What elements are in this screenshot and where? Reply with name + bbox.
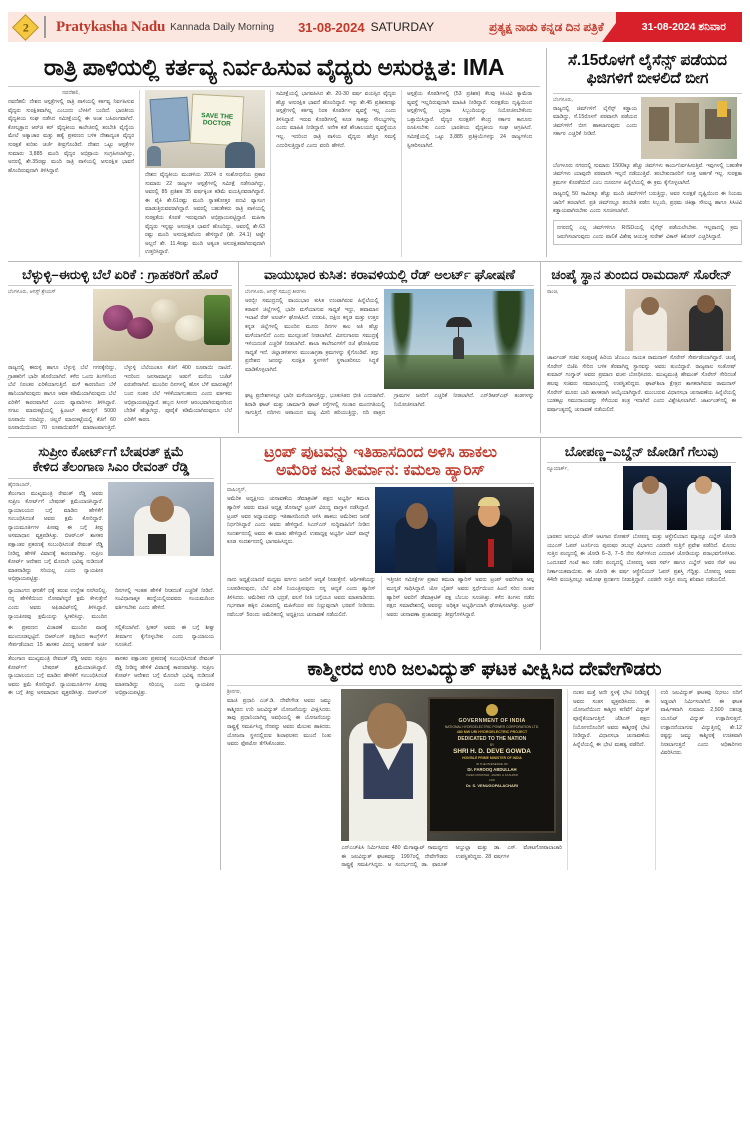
plaque-line-12: Dr. S. VENUGOPALACHARI: [466, 783, 518, 789]
gowda-headline: ಕಾಶ್ಮೀರದ ಉರಿ ಜಲವಿದ್ಯುತ್ ಘಟಕ ವೀಕ್ಷಿಸಿದ ದೇವೇಗೌಡರು: [307, 658, 662, 680]
weather-text-1: ಅರಬ್ಬೀ ಸಮುದ್ರದಲ್ಲಿ ವಾಯುಭಾರ ಕುಸಿತ ಉಂಟಾಗಿರುವ ಹಿನ್ನೆಲೆಯಲ್ಲಿ ಕರಾವಳಿ ಜಿಲ್ಲೆಗಳಲ್ಲಿ ಭಾರೀ ಮಳೆಯಾಗುವ ಸಾಧ್ಯತೆ ಇದ್ದು, ಹವಾಮಾನ ಇಲಾಖೆ ರೆಡ್ ಅಲರ್ಟ್ ಘೋಷಿಸಿದೆ. ಉಡುಪಿ, ದಕ್ಷಿಣ ಕನ್ನಡ ಮತ್ತು ಉತ್ತರ ಕನ್ನಡ ಜಿಲ್ಲೆಗಳಲ್ಲಿ ಮುಂದಿನ ಮೂರು ದಿನಗಳ ಕಾಲ ಅತಿ ಹೆಚ್ಚು ಮಳೆಯಾಗಲಿದೆ ಎಂದು ಮುನ್ಸೂಚನೆ ನೀಡಲಾಗಿದೆ. ಮೀನುಗಾರರು ಸಮುದ್ರಕ್ಕೆ ಇಳಿಯದಂತೆ ಎಚ್ಚರಿಕೆ ನೀಡಲಾಗಿದೆ. ಶಾಲಾ ಕಾಲೇಜುಗಳಿಗೆ ರಜೆ ಘೋಷಿಸುವ ಸಾಧ್ಯತೆ ಇದೆ. ಜಿಲ್ಲಾಡಳಿತಗಳು ಮುಂಜಾಗ್ರತಾ ಕ್ರಮಗಳನ್ನು ಕೈಗೊಂಡಿವೆ. ತಗ್ಗು ಪ್ರದೇಶದ ಜನರನ್ನು ಸುರಕ್ಷಿತ ಸ್ಥಳಗಳಿಗೆ ಸ್ಥಳಾಂತರಿಸಲು ಸಿದ್ಧತೆ ಮಾಡಿಕೊಳ್ಳಲಾಗಿದೆ.: [245, 298, 379, 373]
gowda-col3-text: ನಂತರ ಮತ್ತೆ ಅದೇ ಸ್ಥಳಕ್ಕೆ ಭೇಟಿ ನೀಡಿದ್ದಕ್ಕೆ ಅವರು ಸಂತಸ ವ್ಯಕ್ತಪಡಿಸಿದರು. ಈ ಯೋಜನೆಯಿಂದ ಕಾಶ್ಮೀರ ಕಣಿವೆಗೆ ವಿದ್ಯುತ್ ಪೂರೈಕೆಯಾಗುತ್ತಿದೆ. ಜೆಡಿಎಸ್ ಪಕ್ಷದ ನಿಯೋಗದೊಂದಿಗೆ ಅವರು ಕಾಶ್ಮೀರಕ್ಕೆ ಭೇಟಿ ನೀಡಿದ್ದಾರೆ. ವಿಧಾನಸಭಾ ಚುನಾವಣೆಯ ಹಿನ್ನೆಲೆಯಲ್ಲಿ ಈ ಭೇಟಿ ಮಹತ್ವ ಪಡೆದಿದೆ.: [572, 690, 650, 748]
newspaper-page: [0, 12, 750, 1148]
onion-story: [8, 262, 238, 433]
kamala-headline-line1: ಟ್ರಂಪ್ ಪುಟವನ್ನು ಇತಿಹಾಸದಿಂದ ಅಳಿಸಿ ಹಾಕಲು: [264, 443, 497, 461]
supreme-photo-col: [108, 482, 214, 584]
supreme-continuation-text: ತೆಲಂಗಾಣ ಮುಖ್ಯಮಂತ್ರಿ ರೇವಂತ್ ರೆಡ್ಡಿ ಅವರು ಸುಪ್ರೀಂ ಕೋರ್ಟ್‌ಗೆ ಬೇಷರತ್ ಕ್ಷಮೆಯಾಚಿಸಿದ್ದಾರೆ. ನ್ಯಾಯಾಲಯದ ಬಗ್ಗೆ ಮಾಡಿದ ಹೇಳಿಕೆಗೆ ಸಂಬಂಧಿಸಿದಂತೆ ಅವರು ಕ್ಷಮೆ ಕೋರಿದ್ದಾರೆ. ನ್ಯಾಯಮೂರ್ತಿಗಳ ಪೀಠವು ಈ ಬಗ್ಗೆ ತೀವ್ರ ಅಸಮಾಧಾನ ವ್ಯಕ್ತಪಡಿಸಿತ್ತು. ಬಿಆರ್‌ಎಸ್ ಶಾಸಕರ ಪಕ್ಷಾಂತರ ಪ್ರಕರಣಕ್ಕೆ ಸಂಬಂಧಿಸಿದಂತೆ ರೇವಂತ್ ರೆಡ್ಡಿ ನೀಡಿದ್ದ ಹೇಳಿಕೆ ವಿವಾದಕ್ಕೆ ಕಾರಣವಾಗಿತ್ತು. ಸುಪ್ರೀಂ ಕೋರ್ಟ್ ಆದೇಶದ ಬಗ್ಗೆ ಮೊದಲೇ ಭವಿಷ್ಯ ನುಡಿದಂತೆ ಮಾತನಾಡಿದ್ದು ಸರಿಯಲ್ಲ ಎಂದು ನ್ಯಾಯಪೀಠ ಅಭಿಪ್ರಾಯಪಟ್ಟಿತ್ತು.: [8, 655, 214, 697]
gowda-col-1: [227, 689, 336, 870]
weather-photo-col: [384, 289, 534, 389]
third-block: [8, 438, 742, 655]
gym-photo: [641, 97, 737, 159]
onion-text: ರಾಜ್ಯದಲ್ಲಿ ಈರುಳ್ಳಿ ಹಾಗೂ ಬೆಳ್ಳುಳ್ಳಿ ಬೆಲೆ ಗಗನಕ್ಕೇರಿದ್ದು, ಗ್ರಾಹಕರಿಗೆ ಭಾರೀ ಹೊರೆಯಾಗಿದೆ. ಕಳೆದ ಒಂದು ತಿಂಗಳಿನಿಂದ ಬೆಲೆ ನಿರಂತರ ಏರಿಕೆಯಾಗುತ್ತಿದೆ. ಮಳೆ ಕಾರಣದಿಂದ ಬೆಳೆ ಹಾನಿಯಾಗಿರುವುದು ಹಾಗೂ ಆವಕ ಕಡಿಮೆಯಾಗಿರುವುದು ಬೆಲೆ ಏರಿಕೆಗೆ ಕಾರಣವಾಗಿದೆ ಎಂದು ವ್ಯಾಪಾರಿಗಳು ತಿಳಿಸಿದ್ದಾರೆ. ಸಗಟು ಮಾರುಕಟ್ಟೆಯಲ್ಲಿ ಕ್ವಿಂಟಲ್ ಈರುಳ್ಳಿಗೆ 5000 ರೂಪಾಯಿ ದರವಿದ್ದು, ಚಿಲ್ಲರೆ ಮಾರುಕಟ್ಟೆಯಲ್ಲಿ ಕೆಜಿಗೆ 60 ರೂಪಾಯಿಯಿಂದ 70 ರೂಪಾಯಿವರೆಗೆ ಮಾರಾಟವಾಗುತ್ತಿದೆ. ಬೆಳ್ಳುಳ್ಳಿ ಬೆಲೆಯಂತೂ ಕೆಜಿಗೆ 400 ರೂಪಾಯಿ ದಾಟಿದೆ. ಇದರಿಂದ ಜನಸಾಮಾನ್ಯರ ಅಡುಗೆ ಮನೆಯ ಬಜೆಟ್ ಏರುಪೇರಾಗಿದೆ. ಮುಂದಿನ ದಿನಗಳಲ್ಲಿ ಹೊಸ ಬೆಳೆ ಮಾರುಕಟ್ಟೆಗೆ ಬಂದ ನಂತರ ಬೆಲೆ ಇಳಿಕೆಯಾಗಬಹುದು ಎಂದು ವರ್ತಕರು ಅಭಿಪ್ರಾಯಪಟ್ಟಿದ್ದಾರೆ. ಹಬ್ಬದ ಸೀಸನ್ ಆರಂಭವಾಗಿರುವುದರಿಂದ ಬೇಡಿಕೆ ಹೆಚ್ಚಾಗಿದ್ದು, ಪೂರೈಕೆ ಕಡಿಮೆಯಾಗಿರುವುದೂ ಬೆಲೆ ಏರಿಕೆಗೆ ಕಾರಣ.: [8, 365, 232, 432]
kamala-divider: [227, 483, 534, 484]
plaque-line-4: DEDICATED TO THE NATION: [457, 736, 527, 743]
palm-tree-1: [390, 293, 414, 373]
second-block: [8, 262, 742, 438]
masthead-date: 31-08-2024: [298, 19, 365, 35]
tennis-headline: ಬೋಪಣ್ಣ–ಎಬ್ಡೆನ್ ಜೋಡಿಗೆ ಗೆಲುವು: [564, 443, 719, 459]
plaque-line-2: NATIONAL HYDROELECTRIC POWER CORPORATION LTD.: [444, 725, 540, 730]
weather-byline: ಬೆಂಗಳೂರು, ಆಗಸ್ಟ್ ಸಮುದ್ರ ತೀರಗಳು: [245, 289, 307, 296]
microphone-icon: [148, 534, 166, 554]
reddy-face: [150, 496, 174, 522]
lead-story: [8, 48, 546, 257]
supreme-byline: ಹೈದರಾಬಾದ್,: [8, 481, 32, 488]
soren-top-row: [547, 289, 736, 351]
doctor-protest-photo: [145, 90, 265, 168]
weather-text-2: ಘಟ್ಟ ಪ್ರದೇಶಗಳಲ್ಲೂ ಭಾರೀ ಮಳೆಯಾಗುತ್ತಿದ್ದು, ಭೂಕುಸಿತದ ಭೀತಿ ಎದುರಾಗಿದೆ. ಶಿರಾಡಿ ಘಾಟ್ ಮತ್ತು ಚಾರ್ಮಾಡಿ ಘಾಟ್ ರಸ್ತೆಗಳಲ್ಲಿ ಸಂಚಾರ ಮಂದಗತಿಯಲ್ಲಿ ಸಾಗುತ್ತಿದೆ. ನದಿಗಳು ಅಪಾಯದ ಮಟ್ಟ ಮೀರಿ ಹರಿಯುತ್ತಿದ್ದು, ನದಿ ಪಾತ್ರದ ಗ್ರಾಮಗಳ ಜನರಿಗೆ ಎಚ್ಚರಿಕೆ ನೀಡಲಾಗಿದೆ. ಎನ್‌ಡಿಆರ್‌ಎಫ್ ತಂಡಗಳನ್ನು ನಿಯೋಜಿಸಲಾಗಿದೆ.: [245, 393, 534, 417]
supreme-text-3: ಈ ಪ್ರಕರಣದ ವಿಚಾರಣೆ ಮುಂದಿನ ವಾರಕ್ಕೆ ಮುಂದೂಡಲ್ಪಟ್ಟಿದೆ. ಬಿಆರ್‌ಎಸ್ ಪಕ್ಷದಿಂದ ಕಾಂಗ್ರೆಸ್‌ಗೆ ಸೇರ್ಪಡೆಯಾದ 15 ಶಾಸಕರ ವಿರುದ್ಧ ಅನರ್ಹತೆ ಅರ್ಜಿ ಸಲ್ಲಿಕೆಯಾಗಿದೆ. ಸ್ಪೀಕರ್ ಅವರು ಈ ಬಗ್ಗೆ ಶೀಘ್ರ ತೀರ್ಮಾನ ಕೈಗೊಳ್ಳಬೇಕು ಎಂದು ನ್ಯಾಯಾಲಯ ಸೂಚಿಸಿದೆ.: [8, 625, 214, 649]
gowda-byline: ಶ್ರೀನಗರ,: [227, 689, 241, 696]
supreme-headline-line1: ಸುಪ್ರೀಂ ಕೋರ್ಟ್‌ಗೆ ಬೇಷರತ್ ಕ್ಷಮೆ: [38, 443, 184, 459]
greens-bunch: [204, 295, 230, 345]
soren-headline: ಚಂಪೈ ಸ್ಥಾನ ತುಂಬಿದ ರಾಮದಾಸ್ ಸೊರೇನ್: [551, 266, 732, 282]
rail-byline: ಬೆಂಗಳೂರು,: [553, 96, 574, 103]
lead-col-2: [139, 90, 270, 257]
soren-story: [540, 262, 736, 433]
paper-subtitle: Kannada Daily Morning: [170, 21, 275, 33]
kamala-col1: ಅಮೆರಿಕ ಅಧ್ಯಕ್ಷೀಯ ಚುನಾವಣೆಯ ಡೆಮಾಕ್ರಟಿಕ್ ಪಕ್ಷದ ಅಭ್ಯರ್ಥಿ ಕಮಲಾ ಹ್ಯಾರಿಸ್ ಅವರು ಮಾಜಿ ಅಧ್ಯಕ್ಷ ಡೊನಾಲ್ಡ್ ಟ್ರಂಪ್ ವಿರುದ್ಧ ವಾಗ್ದಾಳಿ ನಡೆಸಿದ್ದಾರೆ. ಟ್ರಂಪ್ ಅವರ ಅಧ್ಯಾಯವನ್ನು ಇತಿಹಾಸದಿಂದಲೇ ಅಳಿಸಿ ಹಾಕಲು ಅಮೆರಿಕದ ಜನತೆ ನಿರ್ಧರಿಸಿದ್ದಾರೆ ಎಂದು ಅವರು ಹೇಳಿದ್ದಾರೆ. ಸಿಎನ್‌ಎನ್ ಸುದ್ದಿವಾಹಿನಿಗೆ ನೀಡಿದ ಸಂದರ್ಶನದಲ್ಲಿ ಅವರು ಈ ಮಾತು ಹೇಳಿದ್ದಾರೆ. ಉಪಾಧ್ಯಕ್ಷ ಅಭ್ಯರ್ಥಿ ಟಿಮ್ ವಾಲ್ಜ್ ಕೂಡ ಸಂದರ್ಶನದಲ್ಲಿ ಭಾಗವಹಿಸಿದ್ದರು.: [227, 496, 370, 546]
rail-headline: ಸೆ.15ರೊಳಗೆ ಲೈಸೆನ್ಸ್ ಪಡೆಯದ ಫಿಜಿಗಳಿಗೆ ಬೀಳಲಿದೆ ಬೀಗ: [568, 52, 727, 88]
masthead-flag-text: 31-08-2024 ಶನಿವಾರ: [641, 20, 726, 33]
pedestrian-figure: [453, 337, 464, 359]
rail-text-2: ಬೆಂಗಳೂರು ನಗರದಲ್ಲಿ ಸುಮಾರು 1500ಕ್ಕೂ ಹೆಚ್ಚು ಜಿಮ್‌ಗಳು ಕಾರ್ಯನಿರ್ವಹಿಸುತ್ತಿವೆ. ಇವುಗಳಲ್ಲಿ ಬಹುತೇಕ ಜಿಮ್‌ಗಳು ಯಾವುದೇ ಪರವಾನಗಿ ಇಲ್ಲದೆ ನಡೆಯುತ್ತಿವೆ. ತರಬೇತುದಾರರಿಗೆ ಸೂಕ್ತ ಅರ್ಹತೆ ಇಲ್ಲ. ಸುರಕ್ಷತಾ ಕ್ರಮಗಳ ಕೊರತೆಯಿದೆ ಎಂಬ ದೂರುಗಳ ಹಿನ್ನೆಲೆಯಲ್ಲಿ ಈ ಕ್ರಮ ಕೈಗೊಳ್ಳಲಾಗಿದೆ.: [553, 162, 742, 186]
gowda-columns: [227, 689, 742, 870]
kamala-col3: ಇತ್ತೀಚಿನ ಸಮೀಕ್ಷೆಗಳ ಪ್ರಕಾರ ಕಮಲಾ ಹ್ಯಾರಿಸ್ ಅವರು ಟ್ರಂಪ್ ಅವರಿಗಿಂತ ಅಲ್ಪ ಮುನ್ನಡೆ ಸಾಧಿಸಿದ್ದಾರೆ. ಜೋ ಬೈಡನ್ ಅವರು ಸ್ಪರ್ಧೆಯಿಂದ ಹಿಂದೆ ಸರಿದ ನಂತರ ಹ್ಯಾರಿಸ್ ಅವರಿಗೆ ಡೆಮಾಕ್ರಟಿಕ್ ಪಕ್ಷ ಬೆಂಬಲ ಸೂಚಿಸಿತ್ತು. ಕಳೆದ ತಿಂಗಳು ನಡೆದ ಪಕ್ಷದ ಸಮಾವೇಶದಲ್ಲಿ ಅವರನ್ನು ಅಧಿಕೃತ ಅಭ್ಯರ್ಥಿಯಾಗಿ ಘೋಷಿಸಲಾಗಿತ್ತು. ಟ್ರಂಪ್ ಅವರು ಚುನಾವಣಾ ಪ್ರಚಾರವನ್ನು ತೀವ್ರಗೊಳಿಸಿದ್ದಾರೆ.: [386, 577, 534, 618]
supreme-continuation: [8, 655, 220, 870]
diamond-icon: [12, 14, 39, 41]
kamala-col2-wrap: [227, 576, 381, 619]
masthead-day: SATURDAY: [370, 20, 435, 34]
masthead-divider: [44, 16, 46, 38]
soren-byline: ರಾಂಚಿ,: [547, 289, 559, 296]
tennis-text: ಭಾರತದ ಅನುಭವಿ ಟೆನಿಸ್ ಆಟಗಾರ ರೋಹನ್ ಬೋಪಣ್ಣ ಮತ್ತು ಆಸ್ಟ್ರೇಲಿಯಾದ ಮ್ಯಾಥ್ಯೂ ಎಬ್ಡೆನ್ ಜೋಡಿ ಯುಎಸ್ ಓಪನ್ ಟೂರ್ನಿಯ ಪುರುಷರ ಡಬಲ್ಸ್ ವಿಭಾಗದ ಎರಡನೇ ಸುತ್ತಿಗೆ ಪ್ರವೇಶ ಪಡೆದಿದೆ. ಮೊದಲ ಸುತ್ತಿನ ಪಂದ್ಯದಲ್ಲಿ ಈ ಜೋಡಿ 6–3, 7–5 ನೇರ ಸೆಟ್‌ಗಳಿಂದ ಎದುರಾಳಿ ಜೋಡಿಯನ್ನು ಪರಾಭವಗೊಳಿಸಿತು. ಒಂದೂವರೆ ಗಂಟೆ ಕಾಲ ನಡೆದ ಪಂದ್ಯದಲ್ಲಿ ಬೋಪಣ್ಣ ಅವರ ಸರ್ವ್ ಹಾಗೂ ಎಬ್ಡೆನ್ ಅವರ ನೆಟ್ ಆಟ ನಿರ್ಣಾಯಕವಾಯಿತು. ಈ ಜೋಡಿ ಈ ವರ್ಷ ಆಸ್ಟ್ರೇಲಿಯನ್ ಓಪನ್ ಪ್ರಶಸ್ತಿ ಗೆದ್ದಿತ್ತು. ಬೋಪಣ್ಣ ಅವರು 44ನೇ ವಯಸ್ಸಿನಲ್ಲೂ ಅಮೋಘ ಪ್ರದರ್ಶನ ನೀಡುತ್ತಿದ್ದಾರೆ. ಎರಡನೇ ಸುತ್ತಿನ ಪಂದ್ಯ ಶನಿವಾರ ನಡೆಯಲಿದೆ.: [547, 534, 736, 584]
lead-headline: ರಾತ್ರಿ ಪಾಳಿಯಲ್ಲಿ ಕರ್ತವ್ಯ ನಿರ್ವಹಿಸುವ ವೈದ್ಯರು ಅಸುರಕ್ಷಿತ: IMA: [43, 54, 505, 80]
kamala-top-row: [227, 487, 534, 573]
paper-title: Pratykasha Nadu: [56, 18, 166, 35]
kamala-text-col: [227, 487, 375, 573]
plaque-line-8: IN THE PRESENCE OF: [475, 762, 509, 767]
plaque-line-10: CHIEF MINISTER, JAMMU & KASHMIR: [466, 773, 518, 778]
soren-photo: [625, 289, 731, 351]
rail-photo-col: [641, 97, 737, 159]
tennis-byline: ನ್ಯೂಯಾರ್ಕ್,: [547, 466, 569, 473]
plaque-line-1: GOVERNMENT OF INDIA: [458, 718, 526, 725]
rail-top-row: [553, 97, 742, 159]
placard-text: SAVE THE DOCTOR: [201, 112, 234, 128]
kamala-col3-wrap: [381, 576, 535, 619]
supreme-text-1: ತೆಲಂಗಾಣ ಮುಖ್ಯಮಂತ್ರಿ ರೇವಂತ್ ರೆಡ್ಡಿ ಅವರು ಸುಪ್ರೀಂ ಕೋರ್ಟ್‌ಗೆ ಬೇಷರತ್ ಕ್ಷಮೆಯಾಚಿಸಿದ್ದಾರೆ. ನ್ಯಾಯಾಲಯದ ಬಗ್ಗೆ ಮಾಡಿದ ಹೇಳಿಕೆಗೆ ಸಂಬಂಧಿಸಿದಂತೆ ಅವರು ಕ್ಷಮೆ ಕೋರಿದ್ದಾರೆ. ನ್ಯಾಯಮೂರ್ತಿಗಳ ಪೀಠವು ಈ ಬಗ್ಗೆ ತೀವ್ರ ಅಸಮಾಧಾನ ವ್ಯಕ್ತಪಡಿಸಿತ್ತು. ಬಿಆರ್‌ಎಸ್ ಶಾಸಕರ ಪಕ್ಷಾಂತರ ಪ್ರಕರಣಕ್ಕೆ ಸಂಬಂಧಿಸಿದಂತೆ ರೇವಂತ್ ರೆಡ್ಡಿ ನೀಡಿದ್ದ ಹೇಳಿಕೆ ವಿವಾದಕ್ಕೆ ಕಾರಣವಾಗಿತ್ತು. ಸುಪ್ರೀಂ ಕೋರ್ಟ್ ಆದೇಶದ ಬಗ್ಗೆ ಮೊದಲೇ ಭವಿಷ್ಯ ನುಡಿದಂತೆ ಮಾತನಾಡಿದ್ದು ಸರಿಯಲ್ಲ ಎಂದು ನ್ಯಾಯಪೀಠ ಅಭಿಪ್ರಾಯಪಟ್ಟಿತ್ತು.: [8, 490, 103, 583]
rail-text-1: ರಾಜ್ಯದಲ್ಲಿ ಜಿಮ್‌ಗಳಿಗೆ ಲೈಸೆನ್ಸ್ ಕಡ್ಡಾಯ ಮಾಡಿದ್ದು, ಸೆ.15ರೊಳಗೆ ಪರವಾನಗಿ ಪಡೆಯದ ಜಿಮ್‌ಗಳಿಗೆ ಬೀಗ ಹಾಕಲಾಗುವುದು ಎಂದು ಸರ್ಕಾರ ಎಚ್ಚರಿಕೆ ನೀಡಿದೆ.: [553, 105, 637, 138]
weather-story: [238, 262, 540, 433]
rail-boxed-note: [553, 220, 742, 245]
onion-byline: ಬೆಂಗಳೂರು, ಆಗಸ್ಟ್ ಶ್ರೇಯಸ್: [8, 289, 56, 296]
weather-headline: ವಾಯುಭಾರ ಕುಸಿತ: ಕರಾವಳಿಯಲ್ಲಿ ರೆಡ್ ಅಲರ್ಟ್ ಘೋಷಣೆ: [264, 266, 515, 282]
rail-text-3: ರಾಜ್ಯದಲ್ಲಿ 50 ಸಾವಿರಕ್ಕೂ ಹೆಚ್ಚು ಮಂದಿ ಜಿಮ್‌ಗಳಿಗೆ ಬರುತ್ತಿದ್ದು, ಅವರ ಸುರಕ್ಷತೆ ದೃಷ್ಟಿಯಿಂದ ಈ ನಿಯಮ ಜಾರಿಗೆ ತರಲಾಗಿದೆ. ಪ್ರತಿ ಜಿಮ್‌ನಲ್ಲೂ ತರಬೇತಿ ಪಡೆದ ಸಿಬ್ಬಂದಿ, ಪ್ರಥಮ ಚಿಕಿತ್ಸಾ ಸೌಲಭ್ಯ ಹಾಗೂ ಸಿಸಿಟಿವಿ ಕಡ್ಡಾಯವಾಗಿರಬೇಕು ಎಂದು ಸೂಚಿಸಲಾಗಿದೆ.: [553, 191, 742, 215]
bottom-block: [8, 655, 742, 870]
weather-text-col: [245, 289, 384, 389]
gowda-photo-col: [336, 689, 567, 870]
gowda-col-3: [567, 689, 655, 870]
onion-divider: [8, 285, 232, 286]
soren-photo-col: [625, 289, 731, 351]
emblem-icon: [486, 704, 498, 716]
palm-tree-2: [492, 291, 526, 377]
tennis-photo-col: [623, 466, 731, 530]
weather-divider: [245, 285, 534, 286]
tennis-story: [540, 438, 736, 650]
protest-placard-white: [190, 94, 245, 147]
protester-silhouette-2: [225, 142, 255, 168]
supreme-text-col: [8, 482, 108, 584]
page-number: 2: [22, 19, 28, 34]
protest-placard-blue: [150, 97, 191, 144]
gowda-divider: [227, 685, 742, 686]
kamala-face: [406, 503, 428, 529]
lead-col-3: [270, 90, 401, 257]
gym-figure-1: [649, 107, 669, 141]
lead-col1-text: ನವದೆಹಲಿ: ದೇಶದ ಆಸ್ಪತ್ರೆಗಳಲ್ಲಿ ರಾತ್ರಿ ಪಾಳಿಯಲ್ಲಿ ಕರ್ತವ್ಯ ನಿರ್ವಹಿಸುವ ವೈದ್ಯರು ಸುರಕ್ಷಿತವಾಗಿಲ್ಲ ಎಂಬುದು ಬೆಳಕಿಗೆ ಬಂದಿದೆ. ಭಾರತೀಯ ವೈದ್ಯಕೀಯ ಸಂಘ ನಡೆಸಿದ ಸಮೀಕ್ಷೆಯಲ್ಲಿ ಈ ಅಂಶ ಬಹಿರಂಗವಾಗಿದೆ. ಕೋಲ್ಕತ್ತಾದ ಆರ್‌ಜಿ ಕರ್ ವೈದ್ಯಕೀಯ ಕಾಲೇಜಿನಲ್ಲಿ ತರಬೇತಿ ವೈದ್ಯೆಯ ಮೇಲೆ ಅತ್ಯಾಚಾರ ಮತ್ತು ಹತ್ಯೆ ಪ್ರಕರಣದ ಬಳಿಕ ದೇಶಾದ್ಯಂತ ವೈದ್ಯರ ಸುರಕ್ಷತೆ ಕುರಿತು ಚರ್ಚೆ ತೀವ್ರಗೊಂಡಿದೆ. ದೇಶದ ಒಟ್ಟು ಆಸ್ಪತ್ರೆಗಳ ಸುಮಾರು 3,885 ಮಂದಿ ವೈದ್ಯರ ಅಭಿಪ್ರಾಯ ಸಂಗ್ರಹಿಸಲಾಗಿದ್ದು, ಅದರಲ್ಲಿ ಶೇ.35ರಷ್ಟು ಮಂದಿ ರಾತ್ರಿ ಪಾಳಿಯಲ್ಲಿ ಅಸುರಕ್ಷಿತ ಭಾವನೆ ಹೊಂದಿರುವುದಾಗಿ ತಿಳಿಸಿದ್ದಾರೆ.: [8, 99, 134, 174]
gym-flag-yellow: [717, 101, 727, 117]
lead-byline: ನವದೆಹಲಿ,: [62, 90, 80, 97]
supreme-text-2: ನ್ಯಾಯಾಂಗದ ಘನತೆಗೆ ಧಕ್ಕೆ ತರುವ ಉದ್ದೇಶ ನನಗಿರಲಿಲ್ಲ. ನನ್ನ ಹೇಳಿಕೆಯಿಂದ ನೋವಾಗಿದ್ದರೆ ಕ್ಷಮೆ ಕೇಳುತ್ತೇನೆ ಎಂದು ಅವರು ಅಫಿಡವಿಟ್‌ನಲ್ಲಿ ತಿಳಿಸಿದ್ದಾರೆ. ನ್ಯಾಯಪೀಠವು ಕ್ಷಮೆಯನ್ನು ಸ್ವೀಕರಿಸಿದ್ದು, ಮುಂದಿನ ದಿನಗಳಲ್ಲಿ ಇಂತಹ ಹೇಳಿಕೆ ನೀಡದಂತೆ ಎಚ್ಚರಿಕೆ ನೀಡಿದೆ. ಸಂವಿಧಾನಾತ್ಮಕ ಹುದ್ದೆಯಲ್ಲಿರುವವರು ಸಂಯಮದಿಂದ ವರ್ತಿಸಬೇಕು ಎಂದು ಹೇಳಿದೆ.: [8, 587, 214, 620]
onion-top-row: [8, 289, 232, 361]
rail-text-4: ನಗರದಲ್ಲಿ ಎಲ್ಲ ಜಿಮ್‌ಗಳಿಗೂ RISDಯಲ್ಲಿ ಲೈಸೆನ್ಸ್ ಪಡೆಯಲೇಬೇಕು. ಇಲ್ಲವಾದಲ್ಲಿ ಕ್ರಮ ಜರುಗಿಸಲಾಗುವುದು ಎಂದು ಪಾಲಿಕೆ ವಿಶೇಷ ಆಯುಕ್ತ ಸುರೇಶ್ ವಿಕಾಸ್ ಕಿಶೋರ್ ಎಚ್ಚರಿಸಿದ್ದಾರೆ.: [557, 225, 738, 240]
gowda-col2-text: ಎನ್‌ಎಚ್‌ಪಿಸಿ ನಿರ್ಮಿಸಿರುವ 480 ಮೆಗಾವ್ಯಾಟ್ ಸಾಮರ್ಥ್ಯದ ಈ ಜಲವಿದ್ಯುತ್ ಘಟಕವನ್ನು 1997ರಲ್ಲಿ ದೇವೇಗೌಡರು ರಾಷ್ಟ್ರಕ್ಕೆ ಸಮರ್ಪಿಸಿದ್ದರು. ಆ ಸಂದರ್ಭದಲ್ಲಿ ಡಾ. ಫಾರೂಕ್ ಅಬ್ದುಲ್ಲಾ ಮತ್ತು ಡಾ. ಎಸ್. ವೆಂಕಟಗೋಪಾಲಾಚಾರಿ ಉಪಸ್ಥಿತರಿದ್ದರು. 28 ವರ್ಷಗಳ: [341, 845, 562, 869]
plaque-line-7: HON'BLE PRIME MINISTER OF INDIA: [462, 756, 522, 761]
lead-col4-text: ಆಸ್ಪತ್ರೆಯ ಕೊಠಡಿಗಳಲ್ಲಿ (53 ಪ್ರತಿಶತ) ಕೆಲವು ಸಿಸಿಟಿವಿ ಕ್ಯಾಮೆರಾ ವ್ಯವಸ್ಥೆ ಇಲ್ಲದಿರುವುದಾಗಿ ಮಾಹಿತಿ ನೀಡಿದ್ದಾರೆ. ಸುರಕ್ಷತೆಯ ದೃಷ್ಟಿಯಿಂದ ಆಸ್ಪತ್ರೆಗಳಲ್ಲಿ ಭದ್ರತಾ ಸಿಬ್ಬಂದಿಯನ್ನು ನಿಯೋಜಿಸಬೇಕೆಂದು ಒತ್ತಾಯಿಸಿದ್ದಾರೆ. ವೈದ್ಯರ ಸುರಕ್ಷತೆಗೆ ಕೇಂದ್ರ ಸರ್ಕಾರ ಕಾನೂನು ರೂಪಿಸಬೇಕು ಎಂದು ಭಾರತೀಯ ವೈದ್ಯಕೀಯ ಸಂಘ ಆಗ್ರಹಿಸಿದೆ. ಸಮೀಕ್ಷೆಯಲ್ಲಿ ಒಟ್ಟು 3,885 ಪ್ರತಿಕ್ರಿಯೆಗಳನ್ನು 24 ರಾಜ್ಯಗಳಿಂದ ಸ್ವೀಕರಿಸಲಾಗಿದೆ.: [407, 91, 532, 149]
plaque-line-11: AND: [488, 778, 496, 783]
onion-garlic-photo: [93, 289, 232, 361]
weather-top-row: [245, 289, 534, 389]
plaque-line-9: Dr. FAROOQ ABDULLAH: [467, 767, 517, 773]
lead-columns: [8, 90, 540, 257]
tennis-top-row: [547, 466, 736, 530]
trump-tie: [488, 539, 494, 567]
supreme-story: [8, 438, 220, 650]
page-number-badge: [8, 12, 42, 42]
plaque-line-5: BY: [489, 743, 495, 748]
rail-divider: [553, 93, 742, 94]
dedication-plaque: [428, 697, 556, 833]
onion-text-col: [8, 289, 93, 361]
supreme-divider: [8, 478, 214, 479]
kamala-bottom-row: [227, 576, 534, 619]
trump-hair: [478, 497, 500, 506]
gowda-col1-text: ಮಾಜಿ ಪ್ರಧಾನಿ ಎಚ್.ಡಿ. ದೇವೇಗೌಡ ಅವರು ಜಮ್ಮು ಕಾಶ್ಮೀರದ ಉರಿ ಜಲವಿದ್ಯುತ್ ಯೋಜನೆಯನ್ನು ವೀಕ್ಷಿಸಿದರು. ತಾವು ಪ್ರಧಾನಿಯಾಗಿದ್ದ ಅವಧಿಯಲ್ಲಿ ಈ ಯೋಜನೆಯನ್ನು ರಾಷ್ಟ್ರಕ್ಕೆ ಸಮರ್ಪಿಸಿದ್ದ ನೆನಪನ್ನು ಅವರು ಮೆಲುಕು ಹಾಕಿದರು. ಯೋಜನಾ ಸ್ಥಳದಲ್ಲಿರುವ ಶಿಲಾಫಲಕದ ಮುಂದೆ ನಿಂತು ಅವರು ಫೋಟೋ ತೆಗೆಸಿಕೊಂಡರು.: [227, 698, 332, 748]
masthead: [8, 12, 742, 42]
kamala-headline-line2: ಅಮೆರಿಕ ಜನ ತೀರ್ಮಾನ: ಕಮಲಾ ಹ್ಯಾರಿಸ್: [276, 462, 485, 480]
rail-gym-story: [546, 48, 742, 257]
onion-headline: ಬೆಳ್ಳುಳ್ಳಿ–ಈರುಳ್ಳಿ ಬೆಲೆ ಏರಿಕೆ : ಗ್ರಾಹಕರಿಗೆ ಹೊರೆ: [22, 266, 218, 282]
kamala-story: [220, 438, 540, 650]
tennis-text-col: [547, 466, 623, 530]
gowda-col-4: [655, 689, 743, 870]
plaque-line-3: 480 MW URI HYDROELECTRIC PROJECT: [456, 730, 528, 735]
rail-text-col: [553, 97, 641, 159]
soren-divider: [547, 285, 736, 286]
supreme-headline-line2: ಕೇಳಿದ ತೆಲಂಗಾಣ ಸಿಎಂ ರೇವಂತ್ ರೆಡ್ಡಿ: [32, 459, 190, 475]
plaque-line-6: SHRI H. D. DEVE GOWDA: [453, 748, 531, 756]
lead-col-1: [8, 90, 139, 257]
page-content: [8, 48, 742, 870]
soren-text: ಜಾರ್ಖಂಡ್ ಸಚಿವ ಸಂಪುಟಕ್ಕೆ ಹಿರಿಯ ಜೆಎಂಎಂ ನಾಯಕ ರಾಮದಾಸ್ ಸೊರೇನ್ ಸೇರ್ಪಡೆಯಾಗಿದ್ದಾರೆ. ಚಂಪೈ ಸೊರೇನ್ ಬಿಜೆಪಿ ಸೇರಿದ ಬಳಿಕ ತೆರವಾಗಿದ್ದ ಸ್ಥಾನವನ್ನು ಅವರು ತುಂಬಿದ್ದಾರೆ. ರಾಜ್ಯಪಾಲ ಸಂತೋಷ್ ಕುಮಾರ್ ಗಂಗ್ವಾರ್ ಅವರು ಪ್ರಮಾಣ ವಚನ ಬೋಧಿಸಿದರು. ಮುಖ್ಯಮಂತ್ರಿ ಹೇಮಂತ್ ಸೊರೇನ್ ಸೇರಿದಂತೆ ಹಲವು ಸಚಿವರು ಸಮಾರಂಭದಲ್ಲಿ ಉಪಸ್ಥಿತರಿದ್ದರು. ಘಾಟ್‌ಶಿಲಾ ಕ್ಷೇತ್ರದ ಶಾಸಕರಾಗಿರುವ ರಾಮದಾಸ್ ಸೊರೇನ್ ಮೂರು ಬಾರಿ ಶಾಸಕರಾಗಿ ಆಯ್ಕೆಯಾಗಿದ್ದಾರೆ. ಮುಂಬರುವ ವಿಧಾನಸಭಾ ಚುನಾವಣೆಯ ಹಿನ್ನೆಲೆಯಲ್ಲಿ ಬುಡಕಟ್ಟು ಸಮುದಾಯವನ್ನು ಸೆಳೆಯುವ ತಂತ್ರ ಇದಾಗಿದೆ ಎಂದು ವಿಶ್ಲೇಷಿಸಲಾಗಿದೆ. ಜಾರ್ಖಂಡ್‌ನಲ್ಲಿ ಈ ವರ್ಷಾಂತ್ಯದಲ್ಲಿ ಚುನಾವಣೆ ನಡೆಯಲಿದೆ.: [547, 355, 736, 413]
gowda-plaque-photo: [341, 689, 562, 841]
masthead-date-flag: [616, 12, 742, 42]
revanth-reddy-photo: [108, 482, 214, 556]
gowda-story: [220, 655, 742, 870]
umbrella-icon: [446, 317, 472, 327]
protester-silhouette-1: [147, 146, 161, 166]
kamala-photo-col: [375, 487, 534, 573]
lead-col3-text: ಸಮೀಕ್ಷೆಯಲ್ಲಿ ಭಾಗವಹಿಸಿದ ಶೇ. 20-30 ವರ್ಷ ವಯಸ್ಸಿನ ವೈದ್ಯರು ಹೆಚ್ಚು ಅಸುರಕ್ಷಿತ ಭಾವನೆ ಹೊಂದಿದ್ದಾರೆ. ಇನ್ನು ಶೇ.45 ಪ್ರತಿಶತದಷ್ಟು ಆಸ್ಪತ್ರೆಗಳಲ್ಲಿ ಕರ್ತವ್ಯ ನಿರತ ಕೊಠಡಿಗಳ ವ್ಯವಸ್ಥೆ ಇಲ್ಲ ಎಂದು ತಿಳಿಸಿದ್ದಾರೆ. ಇರುವ ಕೊಠಡಿಗಳಲ್ಲಿ ಕೂಡ ಸಾಕಷ್ಟು ಸೌಲಭ್ಯಗಳಿಲ್ಲ ಎಂದು ಮಾಹಿತಿ ನೀಡಿದ್ದಾರೆ. ಅನೇಕ ಕಡೆ ಶೌಚಾಲಯದ ವ್ಯವಸ್ಥೆಯೂ ಇಲ್ಲ. ಇದರಿಂದ ರಾತ್ರಿ ಪಾಳಿಯ ವೈದ್ಯರು ಹೆಚ್ಚಿನ ಸಮಸ್ಯೆ ಎದುರಿಸುತ್ತಿದ್ದಾರೆ ಎಂದು ವರದಿ ಹೇಳಿದೆ.: [276, 91, 396, 149]
gym-figure-2: [675, 103, 699, 143]
lead-col2-text: ದೇಶದ ವೈದ್ಯಕೀಯ ಮಂಡಳಿಯ 2024 ರ ಸಂಶೋಧನೆಯ ಪ್ರಕಾರ ಸುಮಾರು 22 ರಾಜ್ಯಗಳ ಆಸ್ಪತ್ರೆಗಳಲ್ಲಿ ಸಮೀಕ್ಷೆ ನಡೆಸಲಾಗಿದ್ದು, ಅವರಲ್ಲಿ 85 ಪ್ರತಿಶತ 35 ವರ್ಷಕ್ಕಿಂತ ಕಡಿಮೆ ವಯಸ್ಸಿನವರಾಗಿದ್ದಾರೆ. ಈ ಪೈಕಿ ಶೇ.61ರಷ್ಟು ಮಂದಿ ಸ್ನಾತಕೋತ್ತರ ಪದವಿ ವ್ಯಾಸಂಗ ಮಾಡುತ್ತಿರುವವರಾಗಿದ್ದಾರೆ. ಅವರಲ್ಲಿ ಬಹುತೇಕರು ರಾತ್ರಿ ಪಾಳಿಯಲ್ಲಿ ಸುರಕ್ಷತೆಯ ಕೊರತೆ ಇರುವುದಾಗಿ ಅಭಿಪ್ರಾಯಪಟ್ಟಿದ್ದಾರೆ. ಮಹಿಳಾ ವೈದ್ಯರು ಇನ್ನಷ್ಟು ಅಸುರಕ್ಷಿತ ಭಾವನೆ ಹೊಂದಿದ್ದು, ಅವರಲ್ಲಿ ಶೇ.63 ರಷ್ಟು ಮಂದಿ ಅಸುರಕ್ಷಿತವೆಂದು ಹೇಳಿದ್ದಾರೆ (ಶೇ. 24.1) ಅಷ್ಟೇ ಅಲ್ಲದೆ ಶೇ. 11.4ರಷ್ಟು ಮಂದಿ ಅತ್ಯಂತ ಅಸುರಕ್ಷಿತವಾಗಿರುವುದಾಗಿ ಉತ್ತರಿಸಿದ್ದಾರೆ.: [145, 172, 265, 256]
onion-photo-col: [93, 289, 232, 361]
kamala-byline: ವಾಷಿಂಗ್ಟನ್,: [227, 487, 247, 494]
soren-text-col: [547, 289, 625, 351]
supreme-top-row: [8, 482, 214, 584]
kamala-col2: ನಾನು ಅಧ್ಯಕ್ಷೆಯಾದರೆ ಮಧ್ಯಮ ವರ್ಗದ ಜನರಿಗೆ ಆದ್ಯತೆ ನೀಡುತ್ತೇನೆ. ಆರ್ಥಿಕತೆಯನ್ನು ಬಲಪಡಿಸುವುದು, ಬೆಲೆ ಏರಿಕೆ ನಿಯಂತ್ರಿಸುವುದು ನನ್ನ ಆದ್ಯತೆ ಎಂದು ಹ್ಯಾರಿಸ್ ತಿಳಿಸಿದರು. ಅಮೆರಿಕದ ಗಡಿ ಭದ್ರತೆ, ವಲಸೆ ನೀತಿ ಬಗ್ಗೆಯೂ ಅವರು ಮಾತನಾಡಿದರು. ಗರ್ಭಪಾತ ಹಕ್ಕಿನ ವಿಚಾರದಲ್ಲಿ ಮಹಿಳೆಯರ ಪರ ನಿಲ್ಲುವುದಾಗಿ ಭರವಸೆ ನೀಡಿದರು. ನವೆಂಬರ್ 5ರಂದು ಅಮೆರಿಕದಲ್ಲಿ ಅಧ್ಯಕ್ಷೀಯ ಚುನಾವಣೆ ನಡೆಯಲಿದೆ.: [227, 577, 376, 618]
paper-title-kannada: ಪ್ರತ್ಯಕ್ಷ ನಾಡು ಕನ್ನಡ ದಿನ ಪತ್ರಿಕೆ: [489, 19, 604, 34]
rain-photo: [384, 289, 534, 389]
top-block: [8, 48, 742, 262]
kamala-trump-photo: [375, 487, 534, 573]
lead-divider: [8, 86, 540, 87]
tennis-photo: [623, 466, 731, 530]
lead-col-4: [401, 90, 532, 257]
tennis-divider: [547, 462, 736, 463]
gowda-col4-text: ಉರಿ ಜಲವಿದ್ಯುತ್ ಘಟಕವು ಝೀಲಂ ನದಿಗೆ ಅಡ್ಡಲಾಗಿ ನಿರ್ಮಿಸಲಾಗಿದೆ. ಈ ಘಟಕ ವಾರ್ಷಿಕವಾಗಿ ಸುಮಾರು 2,500 ದಶಲಕ್ಷ ಯೂನಿಟ್ ವಿದ್ಯುತ್ ಉತ್ಪಾದಿಸುತ್ತದೆ. ಉತ್ಪಾದನೆಯಾಗುವ ವಿದ್ಯುತ್ತಿನಲ್ಲಿ ಶೇ.12 ರಷ್ಟನ್ನು ಜಮ್ಮು ಕಾಶ್ಮೀರಕ್ಕೆ ಉಚಿತವಾಗಿ ನೀಡಲಾಗುತ್ತದೆ ಎಂದು ಅಧಿಕಾರಿಗಳು ವಿವರಿಸಿದರು.: [660, 690, 743, 757]
